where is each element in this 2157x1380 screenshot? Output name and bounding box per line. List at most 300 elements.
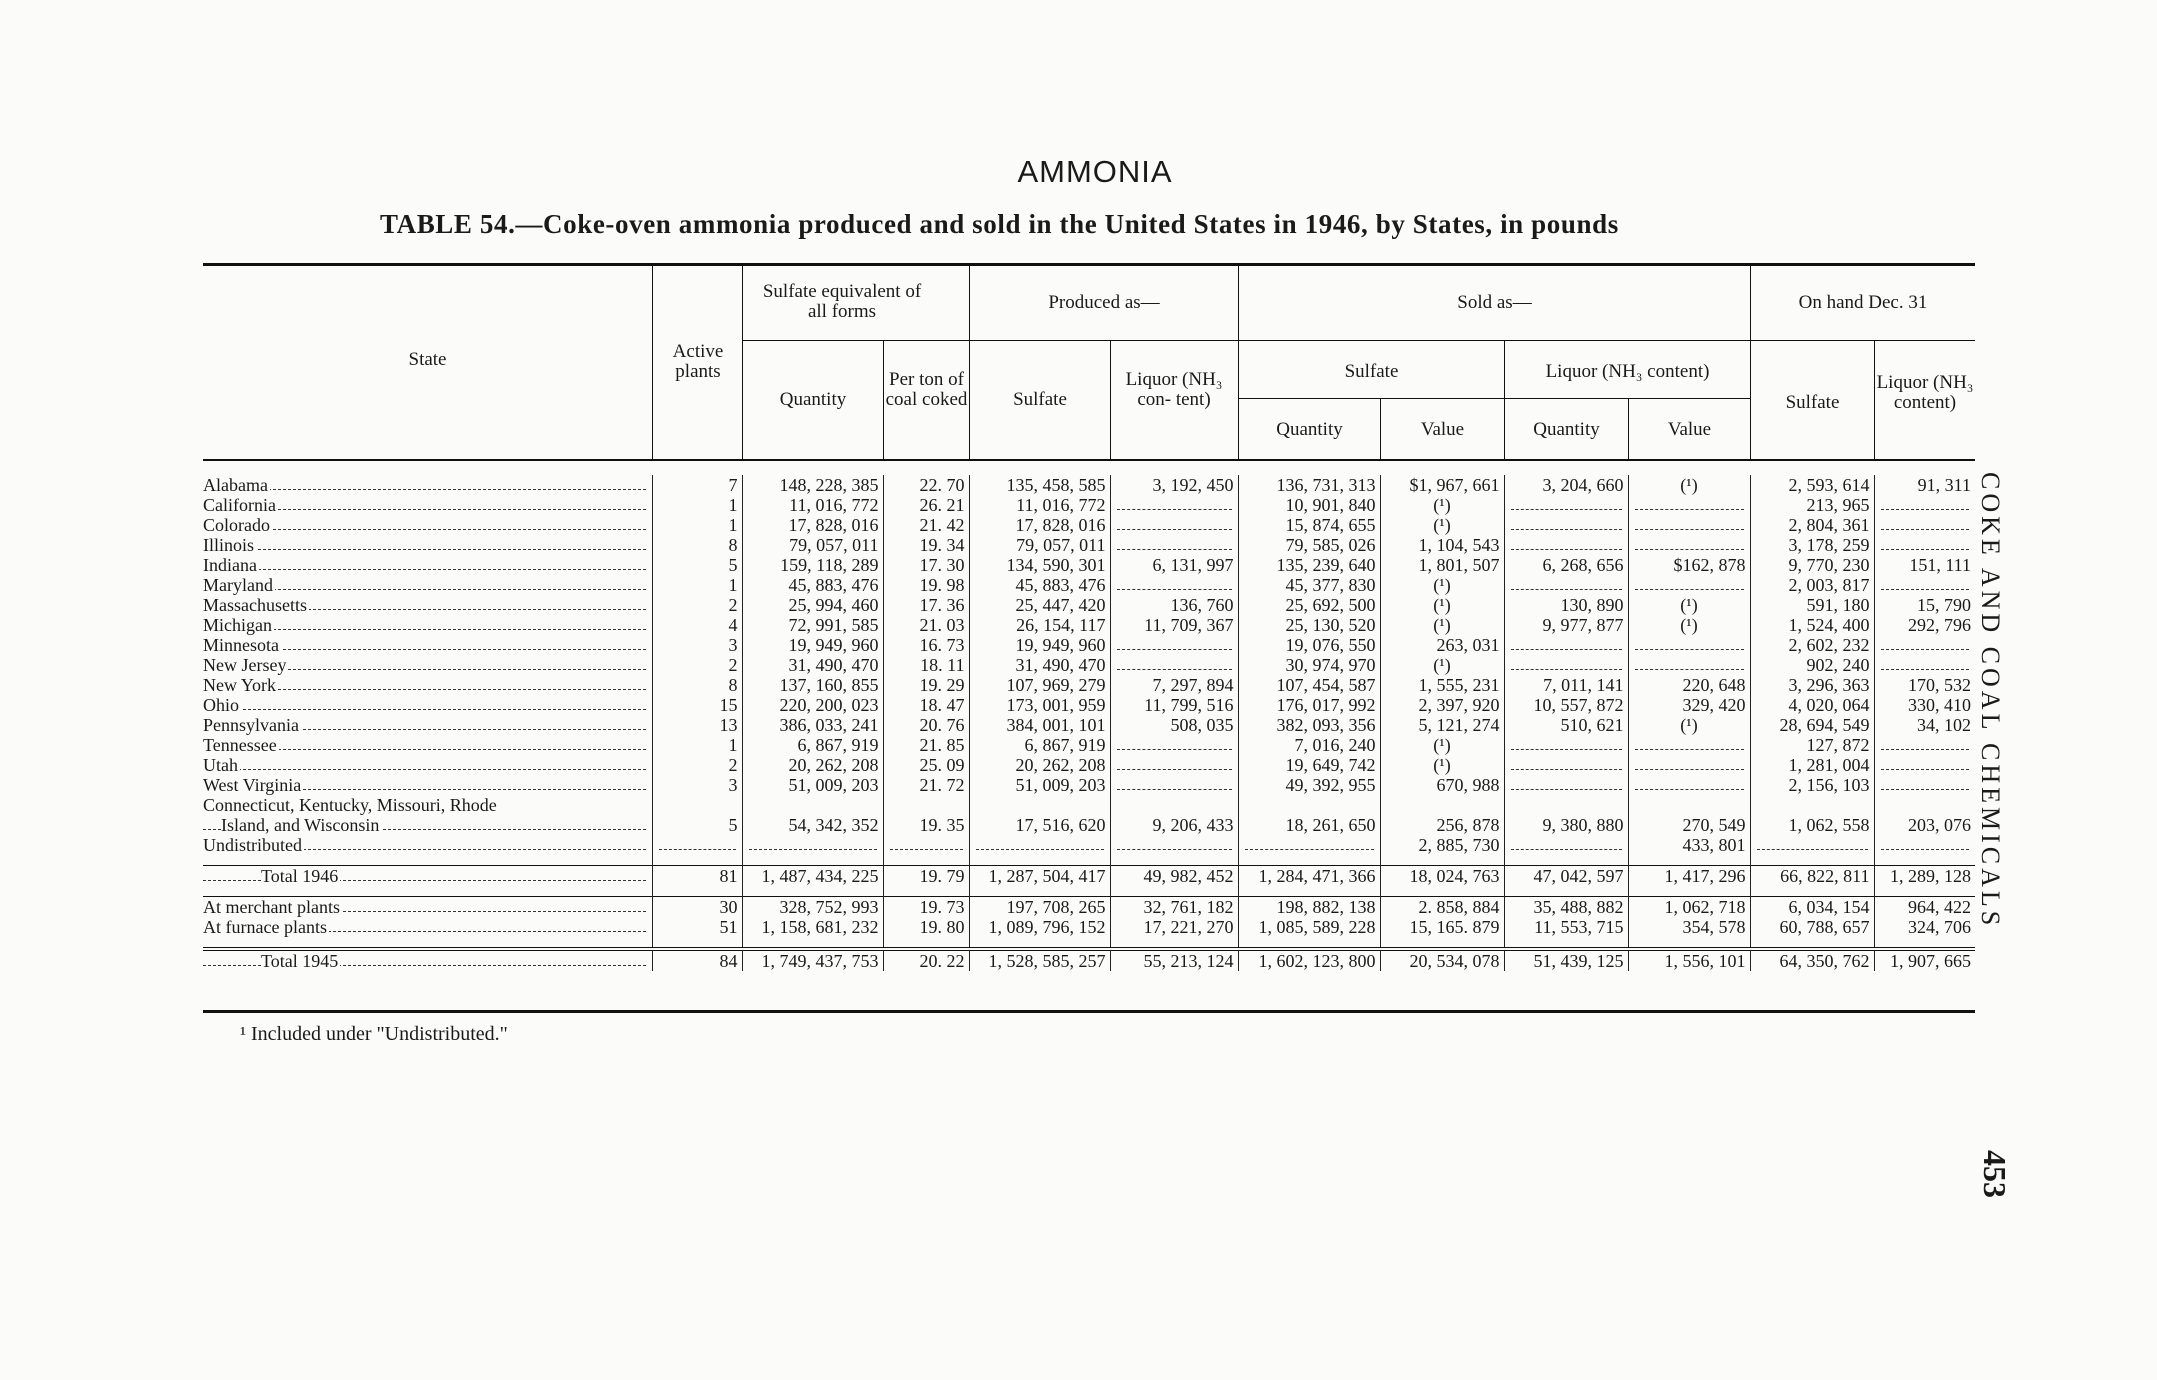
produced-liquor-cell [1110,535,1238,555]
sold-sulfate-val-cell: 1, 801, 507 [1380,555,1504,575]
ammonia-table [203,475,1975,971]
onhand-sulfate-cell: 3, 296, 363 [1750,675,1874,695]
produced-liquor-cell: 9, 206, 433 [1110,815,1238,835]
quantity-cell: 137, 160, 855 [742,675,883,695]
plants-cell: 8 [652,675,742,695]
per-ton-cell: 20. 76 [883,715,969,735]
sold-liquor-val-cell: 1, 062, 718 [1628,897,1750,918]
quantity-cell: 1, 158, 681, 232 [742,917,883,937]
per-ton-cell: 18. 11 [883,655,969,675]
header-per-ton: Per ton of coal coked [885,369,968,410]
state-cell: Michigan [203,615,652,635]
sold-sulfate-qty-cell: 79, 585, 026 [1238,535,1380,555]
onhand-sulfate-cell: 1, 281, 004 [1750,755,1874,775]
produced-sulfate-cell: 197, 708, 265 [969,897,1110,918]
table-row [203,615,1975,635]
header-vline [652,266,653,460]
header-bottom-rule [203,459,1975,461]
footnote: ¹ Included under "Undistributed." [240,1023,508,1045]
sold-sulfate-qty-cell: 45, 377, 830 [1238,575,1380,595]
produced-liquor-cell [1110,635,1238,655]
header-sulfate-equivalent: Sulfate equivalent of all forms [762,281,922,322]
sold-sulfate-val-cell: 5, 121, 274 [1380,715,1504,735]
sold-liquor-val-cell: 220, 648 [1628,675,1750,695]
sold-sulfate-val-cell: 263, 031 [1380,635,1504,655]
quantity-cell: 72, 991, 585 [742,615,883,635]
sold-sulfate-qty-cell: 1, 284, 471, 366 [1238,866,1380,887]
produced-sulfate-cell: 173, 001, 959 [969,695,1110,715]
onhand-liquor-cell: 91, 311 [1917,475,1971,495]
table-row [203,655,1975,675]
produced-liquor-cell [1110,655,1238,675]
quantity-cell: 45, 883, 476 [742,575,883,595]
table-row [203,515,1975,535]
sold-sulfate-val-cell: (¹) [1380,595,1504,615]
onhand-liquor-cell: 330, 410 [1908,695,1971,715]
sold-sulfate-val-cell: (¹) [1380,495,1504,515]
table-row [203,695,1975,715]
onhand-liquor-cell: 964, 422 [1874,897,1975,918]
per-ton-cell: 19. 79 [883,866,969,887]
onhand-sulfate-cell: 2, 593, 614 [1750,475,1874,495]
sold-sulfate-val-cell: 2, 397, 920 [1380,695,1504,715]
plants-cell: 51 [652,917,742,937]
table-row [203,715,1975,735]
onhand-sulfate-cell: 127, 872 [1750,735,1874,755]
table-row [203,495,1975,515]
state-cell: West Virginia [203,775,652,795]
per-ton-cell: 21. 85 [883,735,969,755]
quantity-cell: 19, 949, 960 [742,635,883,655]
table-row [203,735,1975,755]
produced-sulfate-cell: 107, 969, 279 [969,675,1110,695]
side-running-head: COKE AND COAL CHEMICALS [1976,472,2005,930]
onhand-sulfate-cell: 28, 694, 549 [1750,715,1874,735]
onhand-sulfate-cell: 2, 156, 103 [1750,775,1874,795]
produced-liquor-cell: 6, 131, 997 [1110,555,1238,575]
produced-liquor-cell [1110,775,1238,795]
onhand-liquor-cell [1874,535,1975,555]
table-row [203,795,1975,815]
per-ton-cell: 17. 30 [883,555,969,575]
sold-sulfate-qty-cell: 49, 392, 955 [1238,775,1380,795]
produced-sulfate-cell: 1, 089, 796, 152 [969,917,1110,937]
onhand-sulfate-cell: 66, 822, 811 [1750,866,1874,887]
sold-liquor-qty-cell: 35, 488, 882 [1504,897,1628,918]
per-ton-cell: 21. 72 [883,775,969,795]
header-vline [742,266,743,460]
header-vline [1504,340,1505,460]
produced-liquor-cell: 136, 760 [1110,595,1238,615]
sold-sulfate-qty-cell: 176, 017, 992 [1238,695,1380,715]
table-row [203,575,1975,595]
sold-sulfate-qty-cell: 30, 974, 970 [1238,655,1380,675]
state-cell: Total 1946 [203,866,652,887]
state-cell: At merchant plants [203,897,652,918]
sold-sulfate-val-cell: (¹) [1380,655,1504,675]
sold-liquor-qty-cell [1504,635,1628,655]
produced-liquor-cell: 11, 799, 516 [1110,695,1238,715]
bottom-rule [203,1010,1975,1013]
produced-sulfate-cell: 1, 287, 504, 417 [969,866,1110,887]
per-ton-cell: 17. 36 [883,595,969,615]
header-rule-groups [742,340,1975,341]
sold-liquor-qty-cell: 47, 042, 597 [1504,866,1628,887]
produced-sulfate-cell: 26, 154, 117 [969,615,1110,635]
sold-sulfate-qty-cell: 15, 874, 655 [1238,515,1380,535]
sold-liquor-qty-cell: 130, 890 [1504,595,1628,615]
sold-liquor-qty-cell [1504,735,1628,755]
produced-liquor-cell: 55, 213, 124 [1110,949,1238,971]
header-produced-liquor: Liquor (NH₃ con- tent) [1125,369,1223,410]
page-heading: AMMONIA [1017,154,1173,189]
produced-liquor-cell [1110,495,1238,515]
sold-sulfate-val-cell: 1, 104, 543 [1380,535,1504,555]
onhand-sulfate-cell: 2, 804, 361 [1750,515,1874,535]
onhand-sulfate-cell: 3, 178, 259 [1750,535,1874,555]
quantity-cell: 31, 490, 470 [742,655,883,675]
sold-liquor-val-cell: 329, 420 [1628,695,1750,715]
sold-sulfate-val-cell: $1, 967, 661 [1380,475,1504,495]
table-row [203,535,1975,555]
plants-cell: 81 [652,866,742,887]
plants-cell: 1 [652,495,742,515]
sold-liquor-qty-cell [1504,755,1628,775]
onhand-liquor-cell: 34, 102 [1917,715,1971,735]
produced-sulfate-cell: 19, 949, 960 [969,635,1110,655]
header-produced-as: Produced as— [1048,292,1160,313]
produced-liquor-cell: 11, 709, 367 [1110,615,1238,635]
header-produced-sulfate: Sulfate [1013,389,1067,410]
state-cell: Indiana [203,555,652,575]
table-row [203,675,1975,695]
sold-liquor-val-cell: $162, 878 [1628,555,1750,575]
state-cell: At furnace plants [203,917,652,937]
page-number: 453 [1977,1150,2013,1198]
sold-liquor-val-cell: (¹) [1628,595,1750,615]
onhand-sulfate-cell: 4, 020, 064 [1750,695,1874,715]
sold-liquor-qty-cell [1504,515,1628,535]
sold-sulfate-qty-cell: 19, 649, 742 [1238,755,1380,775]
produced-liquor-cell [1110,755,1238,775]
quantity-cell: 1, 749, 437, 753 [742,949,883,971]
plants-cell: 2 [652,755,742,775]
total-row [203,866,1975,887]
header-sold-sulfate-value: Value [1420,419,1465,440]
sold-liquor-val-cell: 354, 578 [1628,917,1750,937]
state-cell: Pennsylvania [203,715,652,735]
quantity-cell: 17, 828, 016 [742,515,883,535]
plants-cell: 4 [652,615,742,635]
sold-sulfate-qty-cell: 1, 602, 123, 800 [1238,949,1380,971]
sold-sulfate-val-cell: (¹) [1380,515,1504,535]
state-cell: Alabama [203,475,652,495]
onhand-liquor-cell: 15, 790 [1917,595,1971,615]
header-vline [1110,340,1111,460]
sold-sulfate-qty-cell: 107, 454, 587 [1238,675,1380,695]
state-cell: Ohio [203,695,652,715]
header-rule-sold [1238,398,1750,399]
sold-liquor-qty-cell: 510, 621 [1504,715,1628,735]
sold-liquor-val-cell [1628,775,1750,795]
plants-cell: 5 [652,555,742,575]
per-ton-cell: 19. 80 [883,917,969,937]
plants-cell: 13 [652,715,742,735]
quantity-cell: 6, 867, 919 [742,735,883,755]
produced-liquor-cell [1110,735,1238,755]
onhand-sulfate-cell: 1, 062, 558 [1750,815,1874,835]
state-cell: New Jersey [203,655,652,675]
header-sold-as: Sold as— [1457,292,1532,313]
quantity-cell: 159, 118, 289 [742,555,883,575]
per-ton-cell: 26. 21 [883,495,969,515]
state-cell: California [203,495,652,515]
sold-liquor-val-cell [1628,735,1750,755]
onhand-liquor-cell: 151, 111 [1909,555,1971,575]
table-row [203,555,1975,575]
sold-sulfate-qty-cell: 19, 076, 550 [1238,635,1380,655]
plants-cell: 3 [652,635,742,655]
produced-liquor-cell: 32, 761, 182 [1110,897,1238,918]
state-cell: Colorado [203,515,652,535]
quantity-cell: 386, 033, 241 [742,715,883,735]
per-ton-cell: 19. 34 [883,535,969,555]
state-cell: Maryland [203,575,652,595]
plants-cell: 2 [652,655,742,675]
header-onhand-liquor: Liquor (NH₃ content) [1876,372,1974,413]
quantity-cell: 328, 752, 993 [742,897,883,918]
produced-sulfate-cell: 134, 590, 301 [969,555,1110,575]
sold-sulfate-qty-cell: 198, 882, 138 [1238,897,1380,918]
onhand-liquor-cell [1874,775,1975,795]
state-cell: Island, and Wisconsin [203,815,652,835]
sold-sulfate-qty-cell: 10, 901, 840 [1238,495,1380,515]
quantity-cell: 148, 228, 385 [742,475,883,495]
onhand-liquor-cell [1874,515,1975,535]
sold-sulfate-qty-cell: 382, 093, 356 [1238,715,1380,735]
plants-cell: 30 [652,897,742,918]
produced-sulfate-cell: 25, 447, 420 [969,595,1110,615]
plants-cell: 8 [652,535,742,555]
sold-liquor-val-cell: (¹) [1628,715,1750,735]
table-row [203,475,1975,495]
onhand-liquor-cell: 1, 907, 665 [1874,949,1975,971]
table-row [203,775,1975,795]
state-cell: Total 1945 [203,949,652,971]
produced-liquor-cell [1110,575,1238,595]
sold-liquor-val-cell: 433, 801 [1628,835,1750,855]
sold-sulfate-val-cell: 1, 555, 231 [1380,675,1504,695]
onhand-sulfate-cell: 60, 788, 657 [1750,917,1874,937]
onhand-sulfate-cell: 2, 003, 817 [1750,575,1874,595]
state-cell: Tennessee [203,735,652,755]
plants-cell: 5 [652,815,742,835]
sold-sulfate-val-cell: 2, 885, 730 [1380,835,1504,855]
produced-sulfate-cell: 135, 458, 585 [969,475,1110,495]
per-ton-cell: 19. 98 [883,575,969,595]
state-cell: New York [203,675,652,695]
sold-liquor-qty-cell [1504,655,1628,675]
plants-cell: 1 [652,515,742,535]
onhand-sulfate-cell: 6, 034, 154 [1750,897,1874,918]
sold-sulfate-qty-cell: 7, 016, 240 [1238,735,1380,755]
top-rule [203,263,1975,266]
produced-sulfate-cell: 45, 883, 476 [969,575,1110,595]
header-sold-sulfate: Sulfate [1344,361,1399,382]
header-sold-sulfate-quantity: Quantity [1276,419,1343,440]
sold-liquor-val-cell: 1, 417, 296 [1628,866,1750,887]
table-row [203,755,1975,775]
plants-cell: 1 [652,575,742,595]
sold-liquor-qty-cell: 6, 268, 656 [1504,555,1628,575]
sold-liquor-val-cell [1628,515,1750,535]
onhand-liquor-cell [1874,575,1975,595]
sold-liquor-val-cell: (¹) [1628,615,1750,635]
sold-liquor-qty-cell: 9, 977, 877 [1504,615,1628,635]
sold-sulfate-val-cell: (¹) [1380,755,1504,775]
state-cell: Massachusetts [203,595,652,615]
produced-sulfate-cell: 51, 009, 203 [969,775,1110,795]
sold-sulfate-qty-cell: 136, 731, 313 [1238,475,1380,495]
quantity-cell: 54, 342, 352 [742,815,883,835]
sold-liquor-qty-cell [1504,535,1628,555]
per-ton-cell: 19. 73 [883,897,969,918]
plants-cell: 84 [652,949,742,971]
sold-sulfate-val-cell: 18, 024, 763 [1380,866,1504,887]
table-row [203,815,1975,835]
sold-liquor-val-cell [1628,635,1750,655]
state-cell: Utah [203,755,652,775]
header-onhand-sulfate: Sulfate [1785,392,1840,413]
produced-sulfate-cell: 17, 828, 016 [969,515,1110,535]
header-active-plants: Active plants [672,341,724,382]
header-on-hand: On hand Dec. 31 [1798,292,1928,313]
sold-liquor-val-cell [1628,495,1750,515]
total-row [203,949,1975,971]
header-quantity: Quantity [779,389,847,410]
sold-liquor-qty-cell [1504,775,1628,795]
produced-sulfate-cell: 1, 528, 585, 257 [969,949,1110,971]
produced-liquor-cell [1110,515,1238,535]
onhand-liquor-cell [1874,495,1975,515]
per-ton-cell: 22. 70 [883,475,969,495]
onhand-liquor-cell [1874,635,1975,655]
onhand-liquor-cell: 292, 796 [1908,615,1971,635]
sold-liquor-qty-cell [1504,495,1628,515]
state-cell: Minnesota [203,635,652,655]
quantity-cell: 11, 016, 772 [742,495,883,515]
sold-sulfate-val-cell: (¹) [1380,615,1504,635]
header-sold-liquor-quantity: Quantity [1533,419,1600,440]
table-row [203,595,1975,615]
sold-liquor-val-cell [1628,535,1750,555]
sold-sulfate-val-cell: (¹) [1380,575,1504,595]
plants-cell: 3 [652,775,742,795]
plants-cell: 15 [652,695,742,715]
header-sold-liquor: Liquor (NH₃ content) [1545,361,1710,382]
sold-liquor-val-cell: 270, 549 [1628,815,1750,835]
state-cell: Connecticut, Kentucky, Missouri, Rhode [203,795,652,815]
sold-sulfate-val-cell: 15, 165. 879 [1380,917,1504,937]
per-ton-cell: 18. 47 [883,695,969,715]
sold-liquor-qty-cell: 3, 204, 660 [1504,475,1628,495]
onhand-sulfate-cell: 2, 602, 232 [1750,635,1874,655]
onhand-liquor-cell [1874,655,1975,675]
plants-cell: 2 [652,595,742,615]
quantity-cell: 25, 994, 460 [742,595,883,615]
sold-sulfate-qty-cell: 18, 261, 650 [1238,815,1380,835]
sold-sulfate-qty-cell: 25, 130, 520 [1238,615,1380,635]
onhand-sulfate-cell: 1, 524, 400 [1750,615,1874,635]
sold-liquor-val-cell: 1, 556, 101 [1628,949,1750,971]
per-ton-cell: 21. 03 [883,615,969,635]
quantity-cell: 20, 262, 208 [742,755,883,775]
header-state: State [408,349,447,370]
state-cell: Illinois [203,535,652,555]
onhand-sulfate-cell: 591, 180 [1750,595,1874,615]
quantity-cell: 220, 200, 023 [742,695,883,715]
per-ton-cell: 25. 09 [883,755,969,775]
per-ton-cell: 19. 29 [883,675,969,695]
sold-liquor-qty-cell [1504,575,1628,595]
sold-sulfate-val-cell: (¹) [1380,735,1504,755]
sold-liquor-val-cell [1628,655,1750,675]
sold-liquor-val-cell: (¹) [1628,475,1750,495]
onhand-liquor-cell: 1, 289, 128 [1874,866,1975,887]
onhand-liquor-cell [1874,755,1975,775]
sold-sulfate-val-cell: 670, 988 [1380,775,1504,795]
sold-sulfate-qty-cell: 1, 085, 589, 228 [1238,917,1380,937]
produced-liquor-cell: 7, 297, 894 [1110,675,1238,695]
quantity-cell: 1, 487, 434, 225 [742,866,883,887]
produced-liquor-cell: 508, 035 [1110,715,1238,735]
produced-sulfate-cell: 31, 490, 470 [969,655,1110,675]
onhand-liquor-cell: 170, 532 [1908,675,1971,695]
produced-sulfate-cell: 11, 016, 772 [969,495,1110,515]
plants-cell: 1 [652,735,742,755]
per-ton-cell: 20. 22 [883,949,969,971]
table-row [203,897,1975,918]
produced-sulfate-cell: 384, 001, 101 [969,715,1110,735]
quantity-cell: 79, 057, 011 [742,535,883,555]
produced-liquor-cell: 3, 192, 450 [1110,475,1238,495]
sold-sulfate-val-cell: 20, 534, 078 [1380,949,1504,971]
quantity-cell: 51, 009, 203 [742,775,883,795]
table-row [203,917,1975,937]
onhand-sulfate-cell: 902, 240 [1750,655,1874,675]
per-ton-cell: 21. 42 [883,515,969,535]
onhand-liquor-cell: 324, 706 [1908,917,1971,937]
sold-sulfate-val-cell: 256, 878 [1380,815,1504,835]
per-ton-cell: 19. 35 [883,815,969,835]
sold-sulfate-val-cell: 2. 858, 884 [1380,897,1504,918]
sold-liquor-qty-cell: 11, 553, 715 [1504,917,1628,937]
sold-sulfate-qty-cell: 25, 692, 500 [1238,595,1380,615]
plants-cell: 7 [652,475,742,495]
sold-sulfate-qty-cell: 135, 239, 640 [1238,555,1380,575]
onhand-sulfate-cell: 213, 965 [1750,495,1874,515]
sold-liquor-val-cell [1628,575,1750,595]
sold-liquor-qty-cell: 7, 011, 141 [1504,675,1628,695]
per-ton-cell: 16. 73 [883,635,969,655]
onhand-liquor-cell: 203, 076 [1908,815,1971,835]
sold-liquor-qty-cell: 10, 557, 872 [1504,695,1628,715]
sold-liquor-qty-cell: 9, 380, 880 [1504,815,1628,835]
produced-sulfate-cell: 6, 867, 919 [969,735,1110,755]
state-cell: Undistributed [203,835,652,855]
table-title: TABLE 54.—Coke-oven ammonia produced and sold in the United States in 1946, by States, in pounds [380,209,1619,239]
table-row [203,835,1975,855]
